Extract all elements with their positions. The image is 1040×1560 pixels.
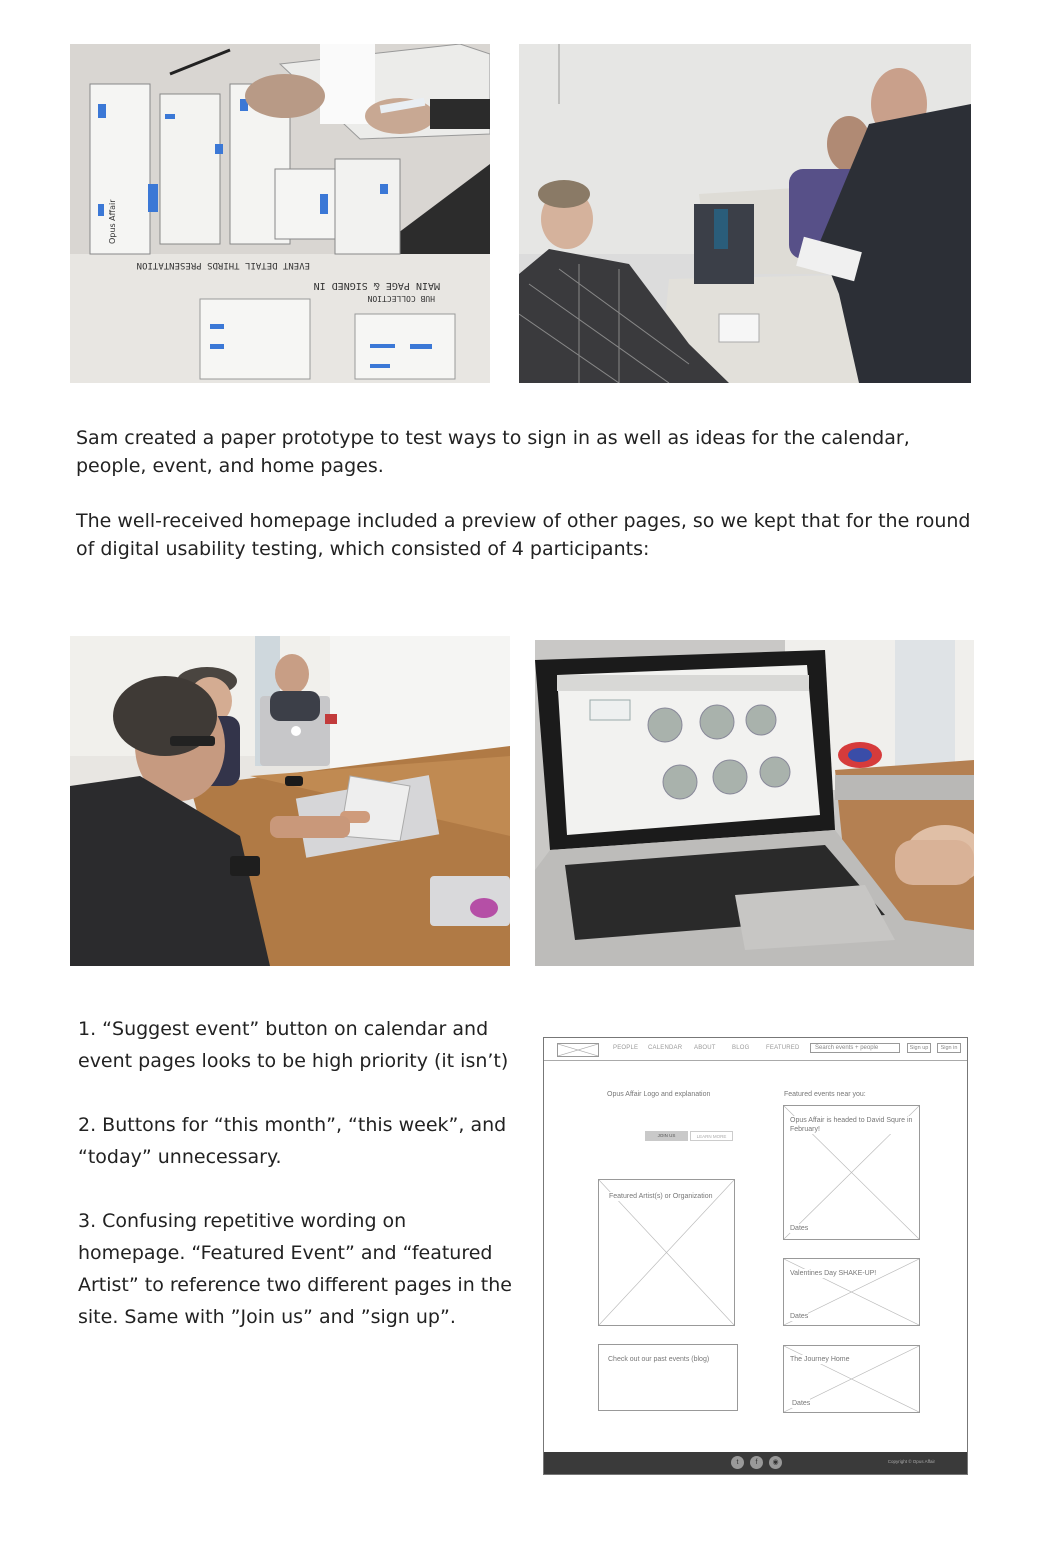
findings-list (78, 1013, 518, 1365)
featured-artist-label: Featured Artist(s) or Organization (609, 1193, 713, 1200)
event-1-title: Opus Affair is headed to David Squre in February! (790, 1117, 913, 1133)
event-2-title: Valentines Day SHAKE-UP! (790, 1270, 877, 1277)
nav-featured[interactable]: FEATURED (766, 1045, 800, 1051)
event-card-2[interactable] (783, 1258, 920, 1326)
nav-people[interactable]: PEOPLE (613, 1045, 639, 1051)
past-events-label: Check out our past events (blog) (608, 1356, 710, 1363)
intro-paragraph-1: Sam created a paper prototype to test ways to sign in as well as ideas for the calendar, people, event, and home pages. (76, 427, 910, 477)
sign-up-button[interactable]: Sign up (907, 1043, 931, 1053)
usability-session-photo (70, 636, 510, 966)
logo-placeholder (557, 1043, 599, 1057)
facebook-icon[interactable]: f (750, 1456, 763, 1469)
copyright-text: Copyright © Opus Affair (887, 1459, 935, 1464)
twitter-icon[interactable]: t (731, 1456, 744, 1469)
logo-explanation: Opus Affair Logo and explanation (607, 1091, 711, 1098)
featured-artist-box[interactable] (598, 1179, 735, 1326)
event-2-dates: Dates (790, 1313, 809, 1320)
finding-2: 2. Buttons for “this month”, “this week”, and “today” unnecessary. (78, 1114, 507, 1168)
instagram-icon[interactable]: ◉ (769, 1456, 782, 1469)
featured-events-heading: Featured events near you: (784, 1091, 866, 1098)
sketch-label-hub: HUB COLLECTION (367, 294, 435, 303)
event-3-dates: Dates (792, 1400, 811, 1407)
join-us-button[interactable]: JOIN US (645, 1131, 688, 1141)
finding-3: 3. Confusing repetitive wording on homepage. “Featured Event” and “featured Artist” to reference two different pages in the site. Same with ”Join us” and ”sign up”. (78, 1210, 512, 1328)
sketch-label-main: MAIN PAGE & SIGNED IN (313, 280, 440, 291)
team-review-photo (519, 44, 971, 383)
homepage-wireframe (543, 1037, 968, 1475)
finding-1: 1. “Suggest event” button on calendar and event pages looks to be high priority (it isn’t) (78, 1018, 509, 1072)
wireframe-footer (544, 1452, 967, 1474)
wireframe-nav (544, 1038, 967, 1061)
past-events-box[interactable] (598, 1344, 738, 1411)
nav-calendar[interactable]: CALENDAR (648, 1045, 683, 1051)
nav-about[interactable]: ABOUT (694, 1045, 716, 1051)
sketch-label-event-detail: EVENT DETAIL THIRDS PRESENTATION (136, 260, 310, 270)
event-3-title: The Journey Home (790, 1356, 850, 1363)
event-1-dates: Dates (790, 1225, 809, 1232)
search-input[interactable]: Search events + people (810, 1043, 900, 1053)
nav-blog[interactable]: BLOG (732, 1045, 750, 1051)
sketch-label-opus: Opus Affair (108, 199, 117, 244)
intro-paragraph-2: The well-received homepage included a preview of other pages, so we kept that for the round of digital usability testing, which consisted of 4 participants: (76, 510, 971, 560)
event-card-3[interactable] (783, 1345, 920, 1413)
event-card-1[interactable] (783, 1105, 920, 1240)
learn-more-button[interactable]: LEARN MORE (690, 1131, 733, 1141)
sign-in-button[interactable]: Sign in (937, 1043, 961, 1053)
paper-prototype-photo (70, 44, 490, 383)
laptop-test-photo (535, 640, 974, 966)
